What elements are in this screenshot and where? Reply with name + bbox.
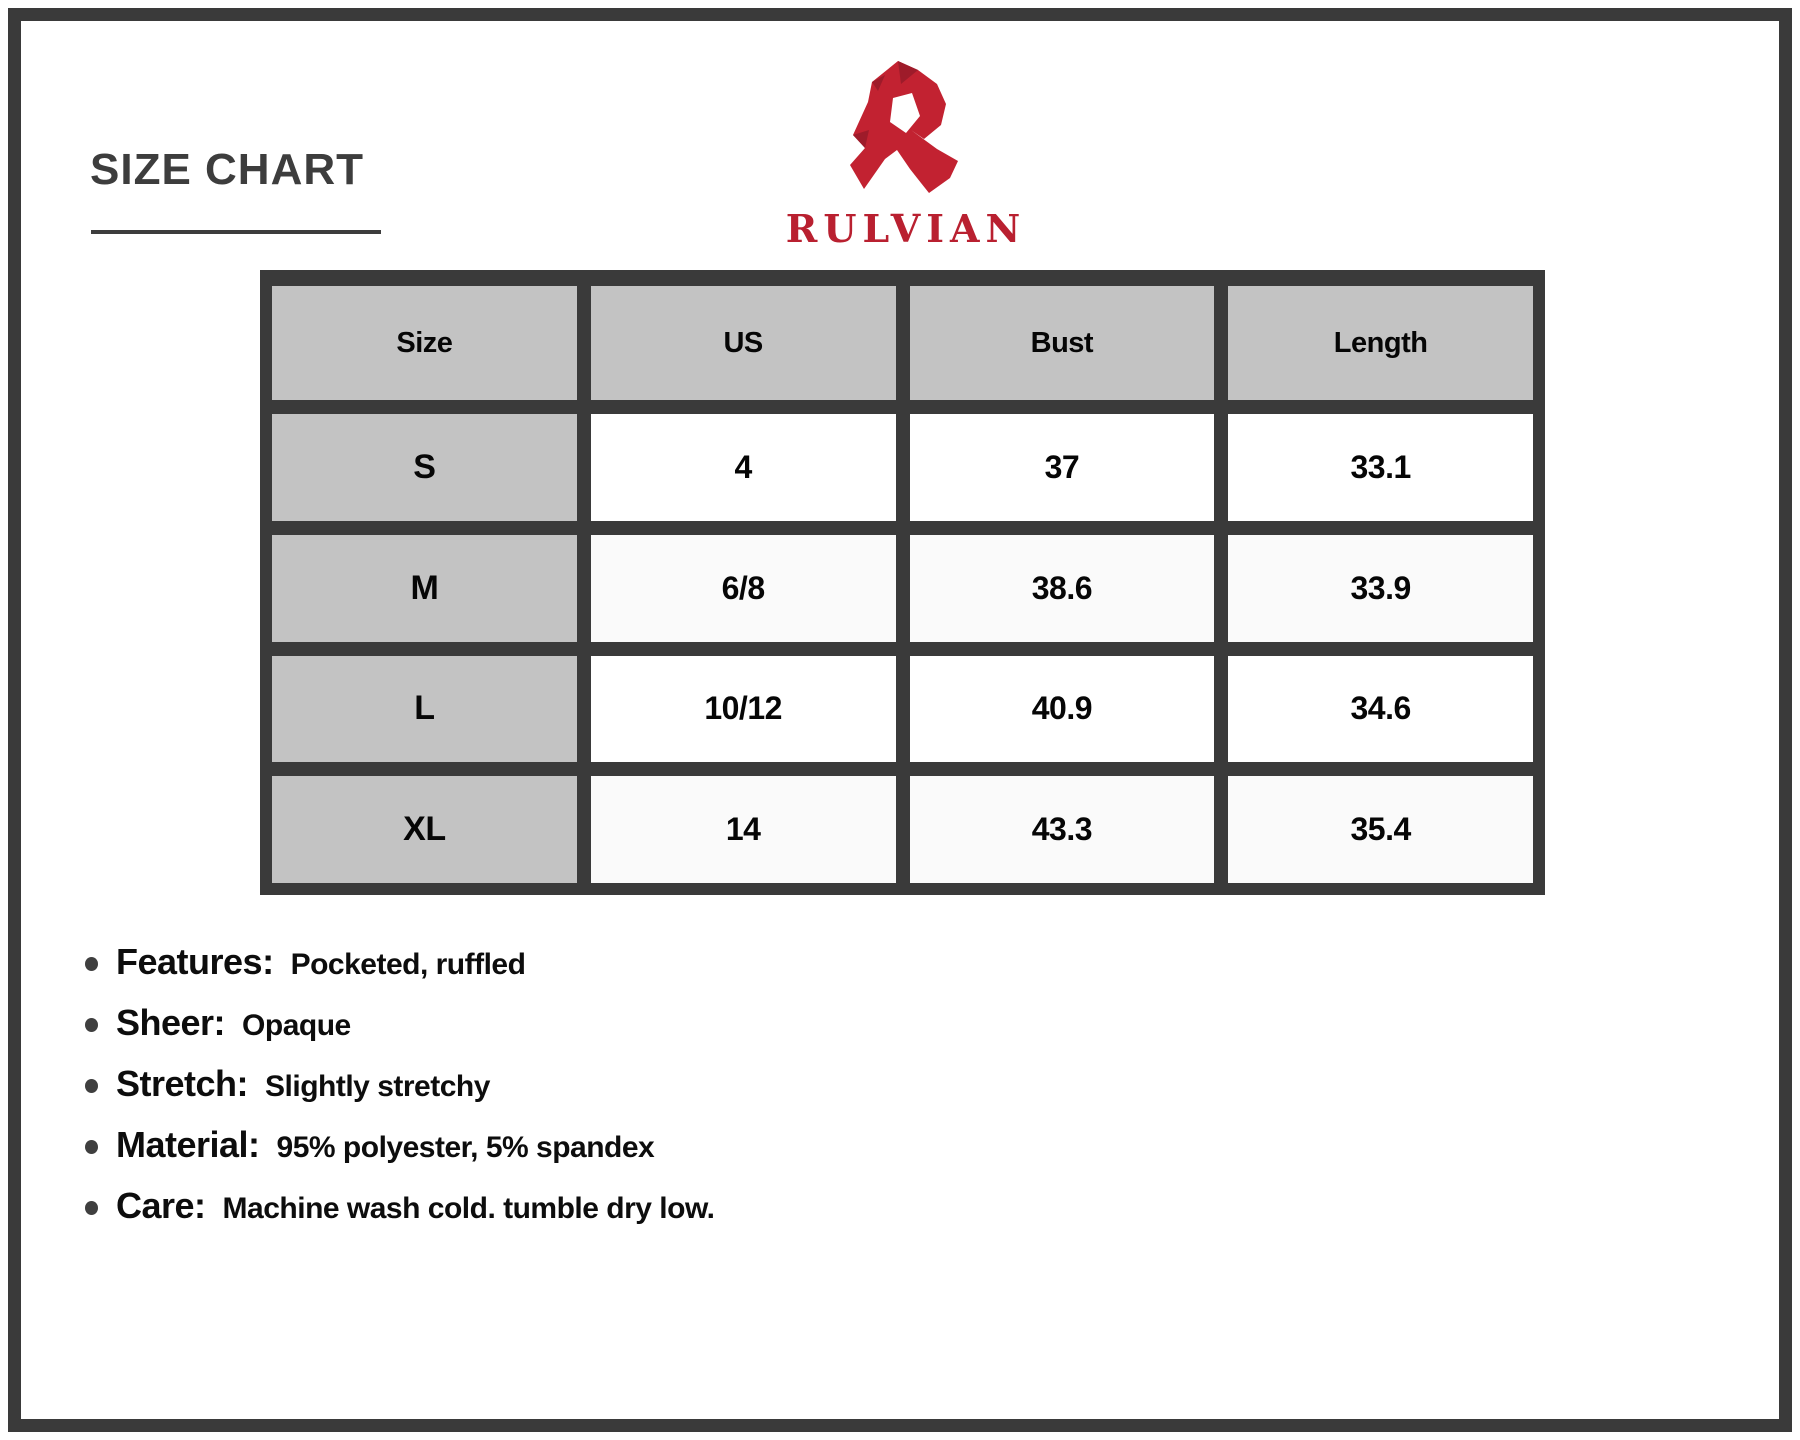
- table-cell: 4: [591, 414, 896, 521]
- detail-label: Material:: [116, 1124, 260, 1165]
- detail-item-stretch: [85, 1062, 715, 1109]
- row-label-xl: XL: [272, 776, 577, 883]
- rulvian-logo-icon: [842, 60, 960, 205]
- table-cell: 38.6: [910, 535, 1215, 642]
- table-cell: 14: [591, 776, 896, 883]
- row-label-s: S: [272, 414, 577, 521]
- detail-value: Opaque: [242, 1009, 351, 1042]
- table-cell: 40.9: [910, 656, 1215, 763]
- table-cell: 10/12: [591, 656, 896, 763]
- table-cell: 35.4: [1228, 776, 1533, 883]
- column-header-length: Length: [1228, 286, 1533, 400]
- brand-wordmark: RULVIAN: [785, 206, 1027, 251]
- detail-label: Stretch:: [116, 1063, 249, 1104]
- page-title: SIZE CHART: [90, 145, 364, 194]
- detail-label: Care:: [116, 1185, 206, 1226]
- detail-label: Sheer:: [116, 1002, 226, 1043]
- detail-value: Slightly stretchy: [265, 1070, 490, 1103]
- detail-label: Features:: [116, 941, 274, 982]
- title-underline: [91, 230, 381, 234]
- table-cell: 37: [910, 414, 1215, 521]
- bullet-icon: [85, 1018, 98, 1032]
- column-header-bust: Bust: [910, 286, 1215, 400]
- bullet-icon: [85, 1201, 98, 1215]
- product-details-list: [85, 940, 715, 1245]
- detail-value: Machine wash cold. tumble dry low.: [222, 1192, 715, 1225]
- detail-item-features: [85, 940, 715, 987]
- table-cell: 6/8: [591, 535, 896, 642]
- row-label-l: L: [272, 656, 577, 763]
- row-label-m: M: [272, 535, 577, 642]
- bullet-icon: [85, 1079, 98, 1093]
- column-header-size: Size: [272, 286, 577, 400]
- table-cell: 33.1: [1228, 414, 1533, 521]
- bullet-icon: [85, 1140, 98, 1154]
- detail-value: Pocketed, ruffled: [290, 948, 526, 981]
- size-table: [260, 270, 1545, 895]
- detail-item-material: [85, 1123, 715, 1170]
- table-cell: 43.3: [910, 776, 1215, 883]
- table-cell: 33.9: [1228, 535, 1533, 642]
- detail-item-care: [85, 1184, 715, 1231]
- column-header-us: US: [591, 286, 896, 400]
- detail-item-sheer: [85, 1001, 715, 1048]
- bullet-icon: [85, 957, 98, 971]
- detail-value: 95% polyester, 5% spandex: [276, 1131, 655, 1164]
- table-cell: 34.6: [1228, 656, 1533, 763]
